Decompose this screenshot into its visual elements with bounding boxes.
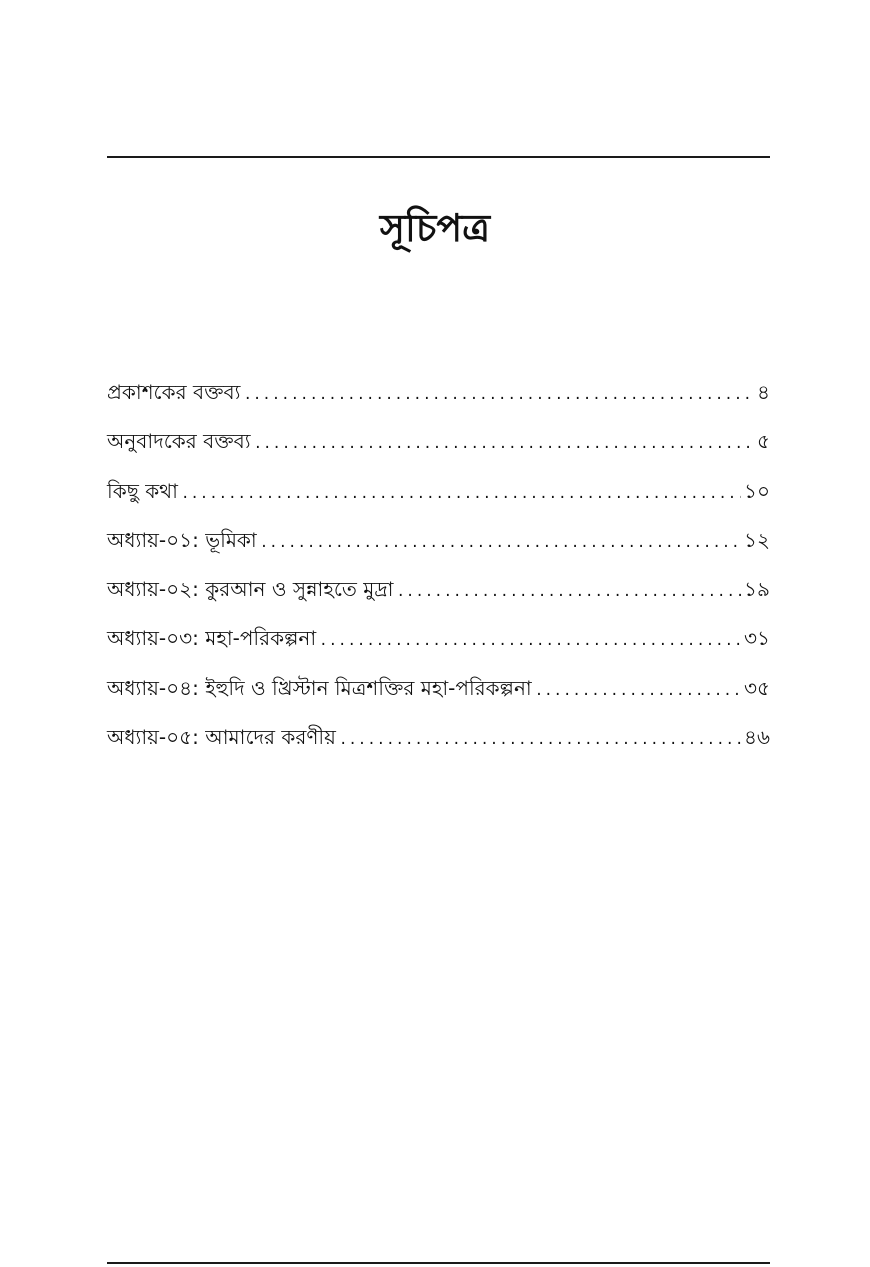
toc-entry-page: ৩৫ <box>744 675 770 700</box>
toc-entry-label: অধ্যায়-০৩: মহা-পরিকল্পনা <box>107 626 317 651</box>
toc-entry-label: অধ্যায়-০৫: আমাদের করণীয় <box>107 725 336 750</box>
toc-entry-page: ১২ <box>744 527 770 552</box>
toc-entry-label: অধ্যায়-০১: ভূমিকা <box>107 527 257 552</box>
top-rule <box>107 156 770 158</box>
dot-leader <box>339 716 741 765</box>
dot-leader <box>254 420 754 469</box>
toc-entry-chapter-04[interactable] <box>107 664 770 713</box>
toc-entry-page: ১৯ <box>744 577 770 602</box>
toc-entry-chapter-01[interactable] <box>107 516 770 565</box>
toc-entry-chapter-05[interactable] <box>107 713 770 762</box>
toc-entry-page: ৪ <box>757 380 770 404</box>
toc-entry-translator-note[interactable] <box>107 417 770 466</box>
toc-entry-label: অধ্যায়-০২: কুরআন ও সুন্নাহতে মুদ্রা <box>107 577 394 602</box>
toc-entry-page: ৪৬ <box>744 725 770 750</box>
dot-leader <box>396 568 741 617</box>
toc-entry-page: ৩১ <box>744 626 770 651</box>
dot-leader <box>260 519 741 568</box>
toc-entry-publisher-note[interactable] <box>107 368 770 417</box>
toc-entry-label: প্রকাশকের বক্তব্য <box>107 380 241 404</box>
toc-entry-label: অনুবাদকের বক্তব্য <box>107 429 251 454</box>
toc-entry-label: অধ্যায়-০৪: ইহুদি ও খ্রিস্টান মিত্রশক্তির মহা-পরিকল্পনা <box>107 675 532 700</box>
toc-entry-page: ৫ <box>757 429 770 454</box>
bottom-rule <box>107 1262 770 1264</box>
page-title: সূচিপত্র <box>379 206 491 251</box>
toc-entry-page: ১০ <box>744 478 770 503</box>
toc-entry-label: কিছু কথা <box>107 478 178 503</box>
dot-leader <box>319 617 741 666</box>
dot-leader <box>181 470 741 519</box>
toc-entry-chapter-02[interactable] <box>107 565 770 614</box>
dot-leader <box>243 371 754 420</box>
table-of-contents <box>107 368 770 762</box>
toc-entry-preface[interactable] <box>107 467 770 516</box>
toc-entry-chapter-03[interactable] <box>107 614 770 663</box>
dot-leader <box>535 667 741 716</box>
